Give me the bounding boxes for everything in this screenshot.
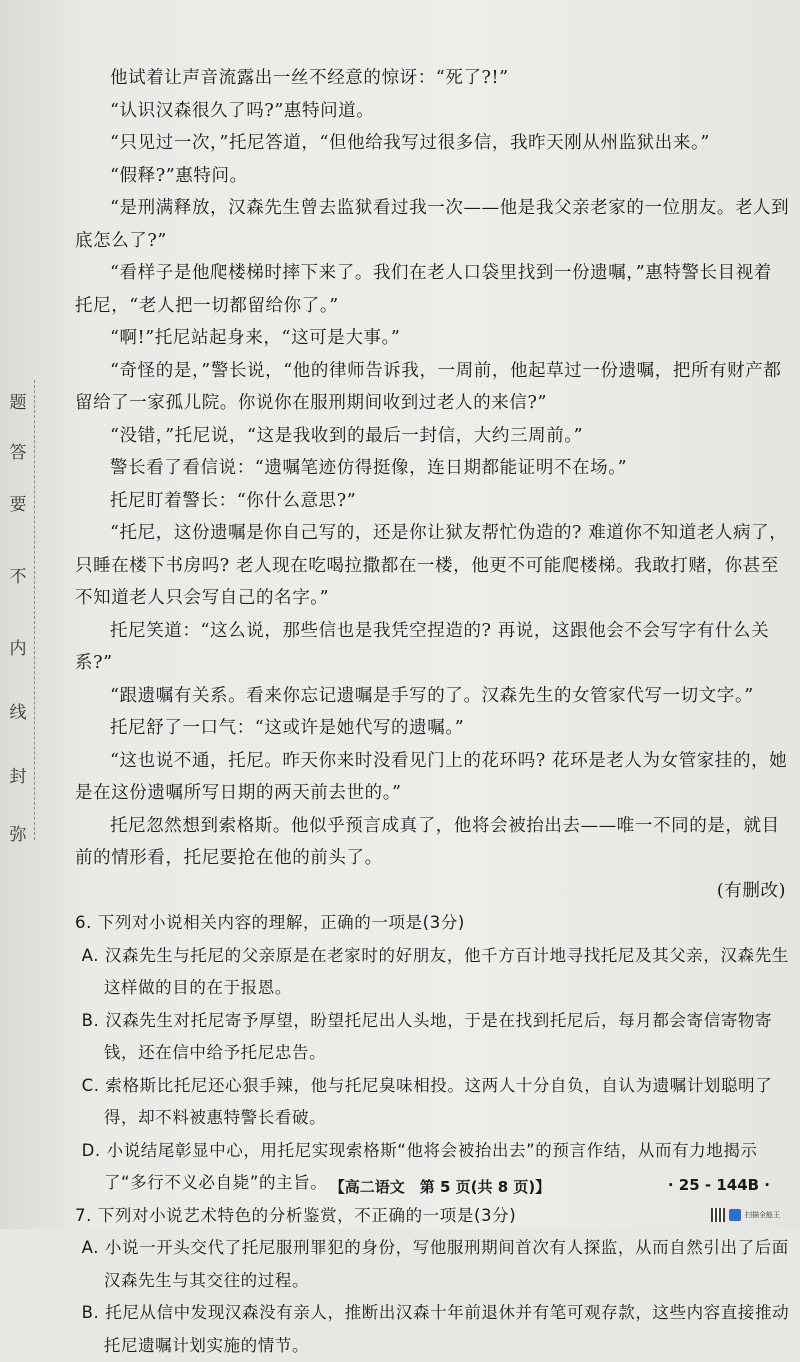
scanner-label: 扫描全能王 [745, 1211, 780, 1219]
story-paragraph: “托尼，这份遗嘱是你自己写的，还是你让狱友帮忙伪造的? 难道你不知道老人病了，只睡在楼下书房吗? 老人现在吃喝拉撒都在一楼，他更不可能爬楼梯。我敢打赌，你甚至不知道老人只会写自己的名字。” [75, 517, 790, 615]
story-paragraph: “没错，”托尼说，“这是我收到的最后一封信，大约三周前。” [75, 420, 790, 453]
edited-note: (有删改) [75, 875, 790, 908]
story-paragraph: “假释?”惠特问。 [75, 160, 790, 193]
binding-char: 不 [4, 562, 32, 587]
option-d: D. 小说结尾彰显中心，用托尼实现索格斯“他将会被抬出去”的预言作结，从而有力地揭示了“多行不义必自毙”的主旨。 [75, 1135, 790, 1200]
binding-char: 线 [4, 698, 32, 723]
binding-char: 封 [4, 762, 32, 787]
story-paragraph: “这也说不通，托尼。昨天你来时没看见门上的花环吗? 花环是老人为女管家挂的，她是在这份遗嘱所写日期的两天前去世的。” [75, 745, 790, 810]
binding-margin [0, 380, 52, 840]
story-paragraph: 托尼盯着警长：“你什么意思?” [75, 485, 790, 518]
option-b: B. 汉森先生对托尼寄予厚望，盼望托尼出人头地，于是在找到托尼后，每月都会寄信寄物寄钱，还在信中给予托尼忠告。 [75, 1005, 790, 1070]
story-paragraph: “跟遗嘱有关系。看来你忘记遗嘱是手写的了。汉森先生的女管家代写一切文字。” [75, 680, 790, 713]
story-paragraph: “只见过一次，”托尼答道，“但他给我写过很多信，我昨天刚从州监狱出来。” [75, 127, 790, 160]
option-c: C. 索格斯比托尼还心狠手辣，他与托尼臭味相投。这两人十分自负，自认为遗嘱计划聪明了得，却不料被惠特警长看破。 [75, 1070, 790, 1135]
question-stem: 7. 下列对小说艺术特色的分析鉴赏，不正确的一项是(3分) [75, 1200, 790, 1233]
binding-char: 题 [4, 388, 32, 413]
story-paragraph: 托尼笑道：“这么说，那些信也是我凭空捏造的? 再说，这跟他会不会写字有什么关系?” [75, 615, 790, 680]
story-paragraph: “啊!”托尼站起身来，“这可是大事。” [75, 322, 790, 355]
main-text [75, 62, 790, 1362]
binding-char: 弥 [4, 820, 32, 845]
option-a: A. 汉森先生与托尼的父亲原是在老家时的好朋友，他千方百计地寻找托尼及其父亲，汉森先生这样做的目的在于报恩。 [75, 940, 790, 1005]
story-paragraph: “奇怪的是，”警长说，“他的律师告诉我，一周前，他起草过一份遗嘱，把所有财产都留给了一家孤儿院。你说你在服刑期间收到过老人的来信?” [75, 355, 790, 420]
binding-char: 内 [4, 634, 32, 659]
option-a: A. 小说一开头交代了托尼服刑罪犯的身份，写他服刑期间首次有人探监，从而自然引出了后面汉森先生与其交往的过程。 [75, 1232, 790, 1297]
exam-code: · 25 - 144B · [668, 1176, 770, 1194]
question-7 [75, 1200, 790, 1362]
page-number: 【高二语文 第 5 页(共 8 页)】 [320, 1176, 560, 1197]
story-paragraph: 他试着让声音流露出一丝不经意的惊讶：“死了?!” [75, 62, 790, 95]
scanner-logo-icon [729, 1209, 741, 1221]
qr-code-icon [711, 1208, 725, 1222]
story-paragraph: “是刑满释放，汉森先生曾去监狱看过我一次——他是我父亲老家的一位朋友。老人到底怎么了?” [75, 192, 790, 257]
page-footer [0, 1176, 800, 1200]
question-stem: 6. 下列对小说相关内容的理解，正确的一项是(3分) [75, 907, 790, 940]
story-paragraph: 托尼忽然想到索格斯。他似乎预言成真了，他将会被抬出去——唯一不同的是，就目前的情形看，托尼要抢在他的前头了。 [75, 810, 790, 875]
option-b: B. 托尼从信中发现汉森没有亲人，推断出汉森十年前退休并有笔可观存款，这些内容直接推动托尼遗嘱计划实施的情节。 [75, 1297, 790, 1362]
binding-char: 要 [4, 490, 32, 515]
story-paragraph: “认识汉森很久了吗?”惠特问道。 [75, 95, 790, 128]
story-paragraph: 警长看了看信说：“遗嘱笔迹仿得挺像，连日期都能证明不在场。” [75, 452, 790, 485]
story-paragraph: 托尼舒了一口气：“这或许是她代写的遗嘱。” [75, 712, 790, 745]
binding-char: 答 [4, 438, 32, 463]
question-6 [75, 907, 790, 1200]
seal-line [34, 380, 35, 840]
story-paragraph: “看样子是他爬楼梯时摔下来了。我们在老人口袋里找到一份遗嘱，”惠特警长目视着托尼，“老人把一切都留给你了。” [75, 257, 790, 322]
scanner-watermark [711, 1207, 780, 1223]
